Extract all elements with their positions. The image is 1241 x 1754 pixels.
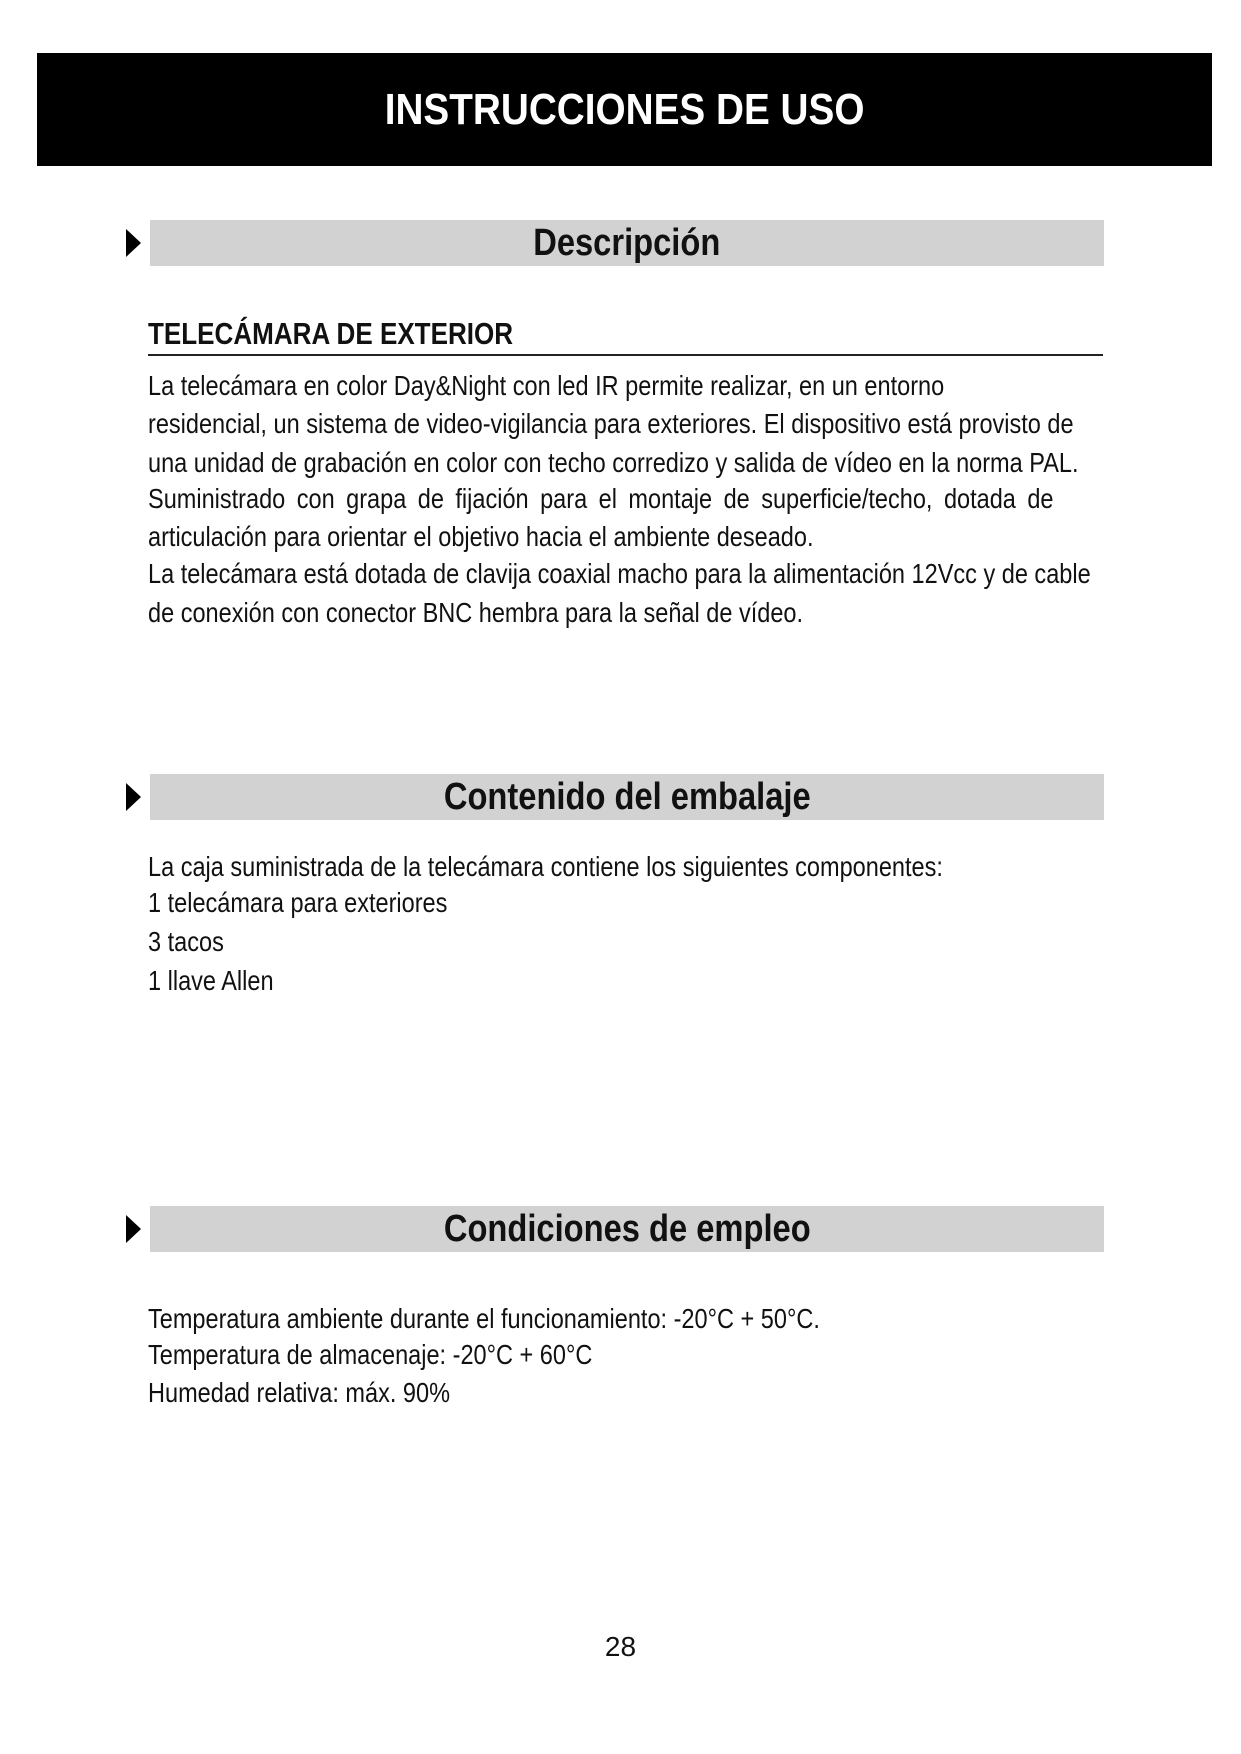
paragraph-line: La telecámara en color Day&Night con led IR permite realizar, en un entorno	[148, 370, 945, 401]
subheading-text: TELECÁMARA DE EXTERIOR	[148, 316, 514, 351]
list-item: 3 tacos	[148, 926, 224, 957]
triangle-arrow-icon	[126, 1215, 141, 1243]
section-heading: Condiciones de empleo	[443, 1207, 811, 1250]
section-header-contenido	[122, 774, 1104, 820]
paragraph-line: La telecámara está dotada de clavija coaxial macho para la alimentación 12Vcc y de cable	[148, 558, 1091, 589]
section-bar	[150, 774, 1104, 820]
paragraph-line: Temperatura ambiente durante el funcionamiento: -20°C + 50°C.	[148, 1303, 820, 1334]
triangle-arrow-icon	[126, 229, 141, 257]
page-number: 28	[604, 1631, 637, 1662]
list-item: 1 telecámara para exteriores	[148, 887, 448, 918]
page-title: INSTRUCCIONES DE USO	[384, 84, 865, 134]
paragraph-line: Temperatura de almacenaje: -20°C + 60°C	[148, 1339, 593, 1370]
section-bar	[150, 1206, 1104, 1252]
paragraph-line: residencial, un sistema de video-vigilancia para exteriores. El dispositivo está provisto de	[148, 408, 1074, 439]
paragraph-line: una unidad de grabación en color con techo corredizo y salida de vídeo en la norma PAL.	[148, 447, 1079, 478]
top-banner	[37, 53, 1212, 166]
paragraph-line: Humedad relativa: máx. 90%	[148, 1377, 450, 1408]
triangle-arrow-icon	[126, 783, 141, 811]
section-heading: Contenido del embalaje	[443, 775, 811, 818]
subheading-telecamara	[148, 314, 1103, 356]
list-item: 1 llave Allen	[148, 965, 274, 996]
section-header-descripcion	[122, 220, 1104, 266]
paragraph-line: La caja suministrada de la telecámara contiene los siguientes componentes:	[148, 851, 943, 882]
section-bar	[150, 220, 1104, 266]
section-heading: Descripción	[533, 221, 721, 264]
paragraph-line: articulación para orientar el objetivo hacia el ambiente deseado.	[148, 521, 814, 552]
section-header-condiciones	[122, 1206, 1104, 1252]
paragraph-line: de conexión con conector BNC hembra para la señal de vídeo.	[148, 597, 804, 628]
paragraph-line: Suministrado con grapa de fijación para el montaje de superficie/techo, dotada de	[148, 483, 1054, 514]
